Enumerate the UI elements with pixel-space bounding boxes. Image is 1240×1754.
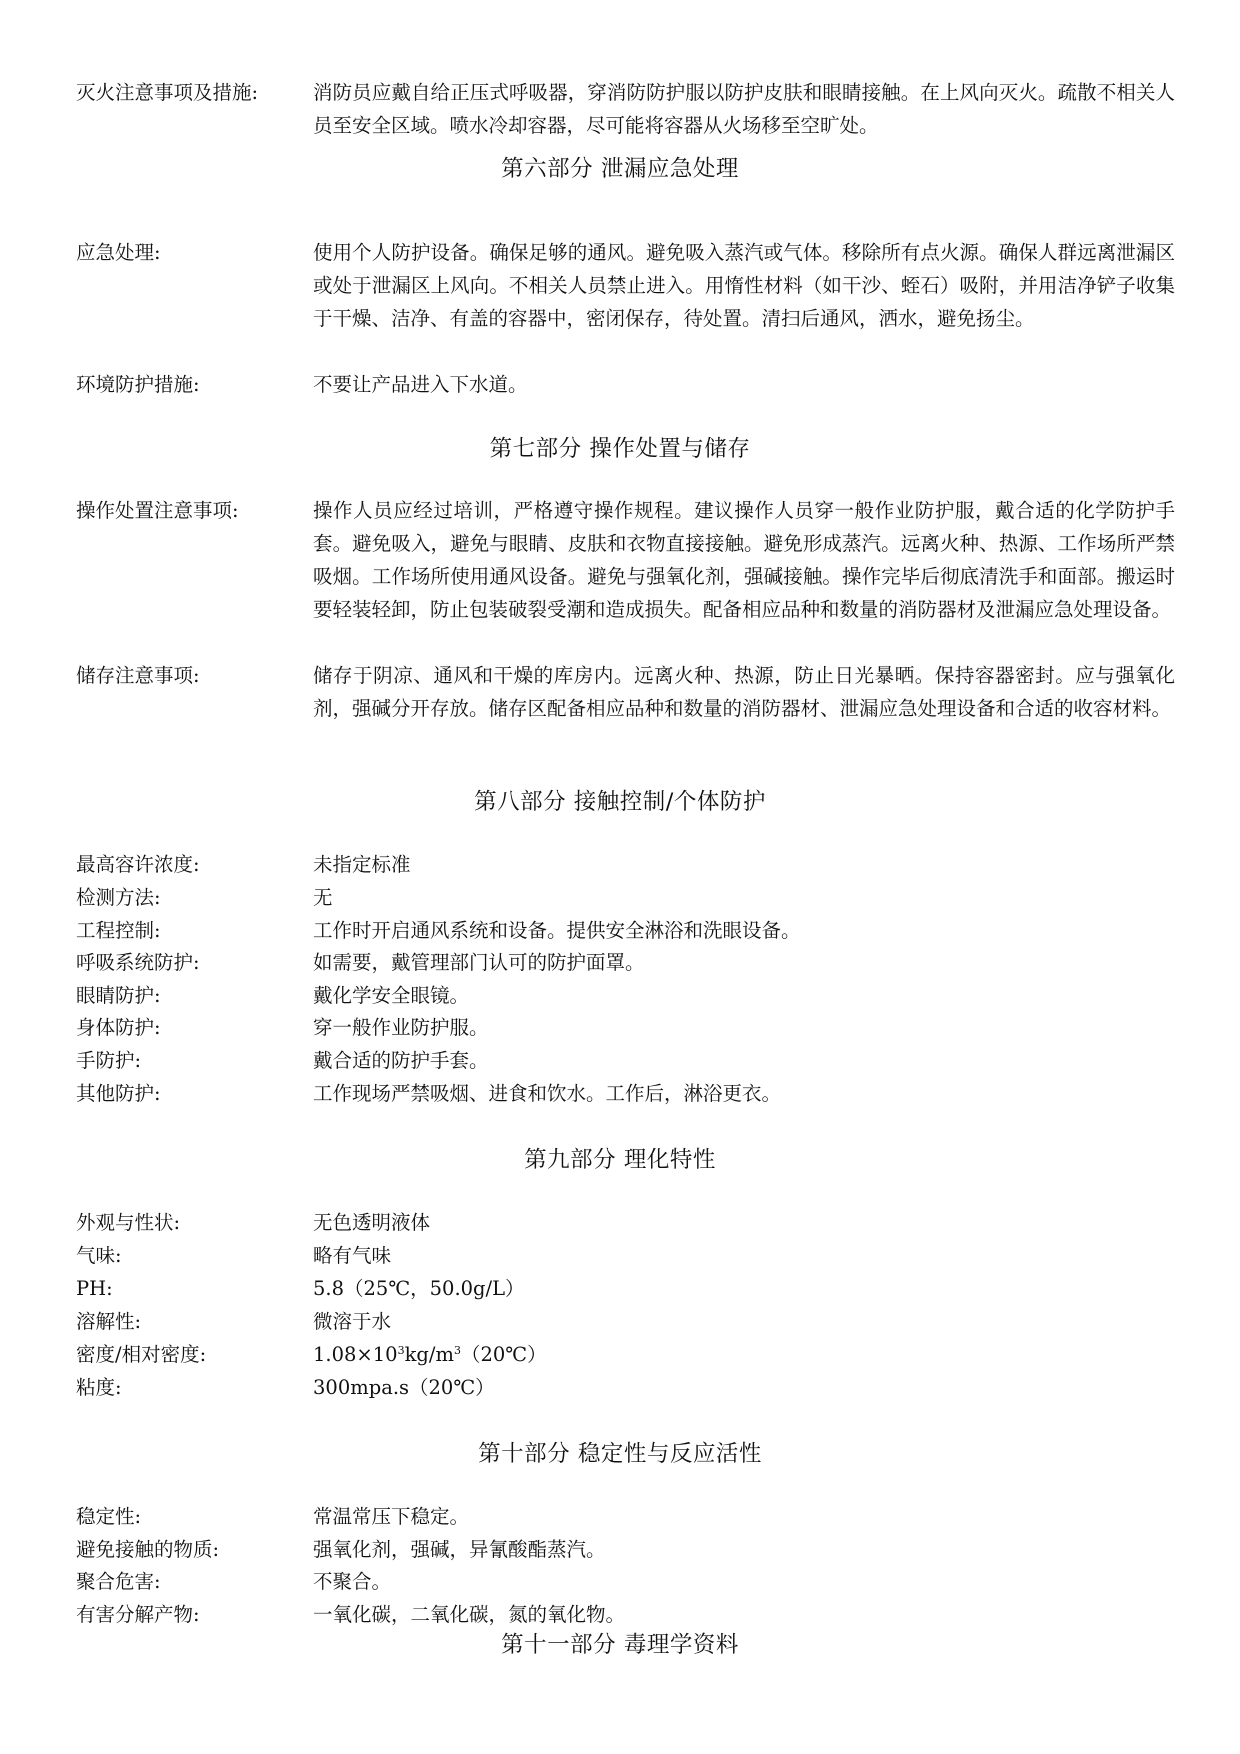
polymerization-label: 聚合危害: bbox=[76, 1570, 161, 1593]
density-unit-exponent: 3 bbox=[453, 1343, 461, 1357]
storage-label: 储存注意事项: bbox=[76, 664, 200, 687]
decomposition-value: 一氧化碳，二氧化碳，氮的氧化物。 bbox=[313, 1603, 626, 1626]
engineering-value: 工作时开启通风系统和设备。提供安全淋浴和洗眼设备。 bbox=[313, 919, 801, 942]
eye-row bbox=[76, 979, 1176, 1012]
density-unit: kg/m bbox=[404, 1343, 454, 1366]
incompatible-row bbox=[76, 1533, 1176, 1566]
decomposition-row bbox=[76, 1598, 1176, 1631]
body-row bbox=[76, 1011, 1176, 1044]
emergency-text: 使用个人防护设备。确保足够的通风。避免吸入蒸汽或气体。移除所有点火源。确保人群远离泄漏区或处于泄漏区上风向。不相关人员禁止进入。用惰性材料（如干沙、蛭石）吸附，并用洁净铲子收集于干燥、洁净、有盖的容器中，密闭保存，待处置。清扫后通风，洒水，避免扬尘。 bbox=[313, 241, 1175, 330]
body-label: 身体防护: bbox=[76, 1016, 161, 1039]
handling-text: 操作人员应经过培训，严格遵守操作规程。建议操作人员穿一般作业防护服，戴合适的化学防护手套。避免吸入，避免与眼睛、皮肤和衣物直接接触。避免形成蒸汽。远离火种、热源、工作场所严禁吸烟。工作场所使用通风设备。避免与强氧化剂，强碱接触。操作完毕后彻底清洗手和面部。搬运时要轻装轻卸，防止包装破裂受潮和造成损失。配备相应品种和数量的消防器材及泄漏应急处理设备。 bbox=[313, 499, 1175, 621]
respiratory-label: 呼吸系统防护: bbox=[76, 951, 200, 974]
fire-fighting-text: 消防员应戴自给正压式呼吸器，穿消防防护服以防护皮肤和眼睛接触。在上风向灭火。疏散不相关人员至安全区域。喷水冷却容器，尽可能将容器从火场移至空旷处。 bbox=[313, 81, 1175, 137]
handling-label: 操作处置注意事项: bbox=[76, 499, 239, 522]
polymerization-row bbox=[76, 1565, 1176, 1598]
other-value: 工作现场严禁吸烟、进食和饮水。工作后，淋浴更衣。 bbox=[313, 1082, 782, 1105]
density-row bbox=[76, 1338, 1176, 1371]
incompatible-value: 强氧化剂，强碱，异氰酸酯蒸汽。 bbox=[313, 1538, 606, 1561]
other-label: 其他防护: bbox=[76, 1082, 161, 1105]
section-8-heading: 第八部分 接触控制/个体防护 bbox=[474, 789, 766, 815]
respiratory-row bbox=[76, 946, 1176, 979]
polymerization-value: 不聚合。 bbox=[313, 1570, 392, 1593]
density-value bbox=[313, 1338, 1175, 1371]
ph-row bbox=[76, 1272, 1176, 1305]
detection-label: 检测方法: bbox=[76, 886, 161, 909]
incompatible-label: 避免接触的物质: bbox=[76, 1538, 220, 1561]
decomposition-label: 有害分解产物: bbox=[76, 1603, 200, 1626]
ph-label: PH: bbox=[76, 1277, 113, 1300]
emergency-label: 应急处理: bbox=[76, 241, 161, 264]
odor-row bbox=[76, 1239, 1176, 1272]
solubility-value: 微溶于水 bbox=[313, 1310, 392, 1333]
handling-row bbox=[76, 494, 1176, 626]
storage-text: 储存于阴凉、通风和干燥的库房内。远离火种、热源，防止日光暴晒。保持容器密封。应与强氧化剂，强碱分开存放。储存区配备相应品种和数量的消防器材、泄漏应急处理设备和合适的收容材料。 bbox=[313, 664, 1175, 720]
eye-label: 眼睛防护: bbox=[76, 984, 161, 1007]
odor-label: 气味: bbox=[76, 1244, 122, 1267]
odor-value: 略有气味 bbox=[313, 1244, 392, 1267]
emergency-row bbox=[76, 236, 1176, 335]
solubility-label: 溶解性: bbox=[76, 1310, 142, 1333]
density-label: 密度/相对密度: bbox=[76, 1343, 207, 1366]
section-6-heading: 第六部分 泄漏应急处理 bbox=[501, 156, 739, 182]
env-protection-text: 不要让产品进入下水道。 bbox=[313, 373, 528, 396]
stability-value: 常温常压下稳定。 bbox=[313, 1505, 470, 1528]
viscosity-value: 300mpa.s（20℃） bbox=[313, 1376, 495, 1399]
viscosity-label: 粘度: bbox=[76, 1376, 122, 1399]
body-value: 穿一般作业防护服。 bbox=[313, 1016, 489, 1039]
ph-value: 5.8（25℃，50.0g/L） bbox=[313, 1277, 525, 1300]
eye-value: 戴化学安全眼镜。 bbox=[313, 984, 470, 1007]
env-protection-row bbox=[76, 368, 1176, 401]
other-row bbox=[76, 1077, 1176, 1110]
solubility-row bbox=[76, 1305, 1176, 1338]
exposure-row bbox=[76, 848, 1176, 881]
env-protection-label: 环境防护措施: bbox=[76, 373, 200, 396]
detection-row bbox=[76, 881, 1176, 914]
density-condition: （20℃） bbox=[460, 1343, 547, 1366]
section-10-heading: 第十部分 稳定性与反应活性 bbox=[478, 1441, 762, 1467]
section-7-heading: 第七部分 操作处置与储存 bbox=[489, 436, 751, 462]
hand-value: 戴合适的防护手套。 bbox=[313, 1049, 489, 1072]
hand-row bbox=[76, 1044, 1176, 1077]
appearance-row bbox=[76, 1206, 1176, 1239]
section-11-heading: 第十一部分 毒理学资料 bbox=[501, 1632, 739, 1658]
exposure-value: 未指定标准 bbox=[313, 853, 411, 876]
density-exponent: 3 bbox=[397, 1343, 405, 1357]
respiratory-value: 如需要，戴管理部门认可的防护面罩。 bbox=[313, 951, 645, 974]
stability-row bbox=[76, 1500, 1176, 1533]
section-9-heading: 第九部分 理化特性 bbox=[524, 1147, 716, 1173]
viscosity-row bbox=[76, 1371, 1176, 1404]
detection-value: 无 bbox=[313, 886, 333, 909]
storage-row bbox=[76, 659, 1176, 725]
appearance-label: 外观与性状: bbox=[76, 1211, 181, 1234]
engineering-row bbox=[76, 914, 1176, 947]
stability-label: 稳定性: bbox=[76, 1505, 142, 1528]
exposure-label: 最高容许浓度: bbox=[76, 853, 200, 876]
hand-label: 手防护: bbox=[76, 1049, 142, 1072]
fire-fighting-label: 灭火注意事项及措施: bbox=[76, 81, 259, 104]
engineering-label: 工程控制: bbox=[76, 919, 161, 942]
fire-fighting-row bbox=[76, 76, 1176, 142]
density-base: 1.08×10 bbox=[313, 1343, 398, 1366]
appearance-value: 无色透明液体 bbox=[313, 1211, 431, 1234]
